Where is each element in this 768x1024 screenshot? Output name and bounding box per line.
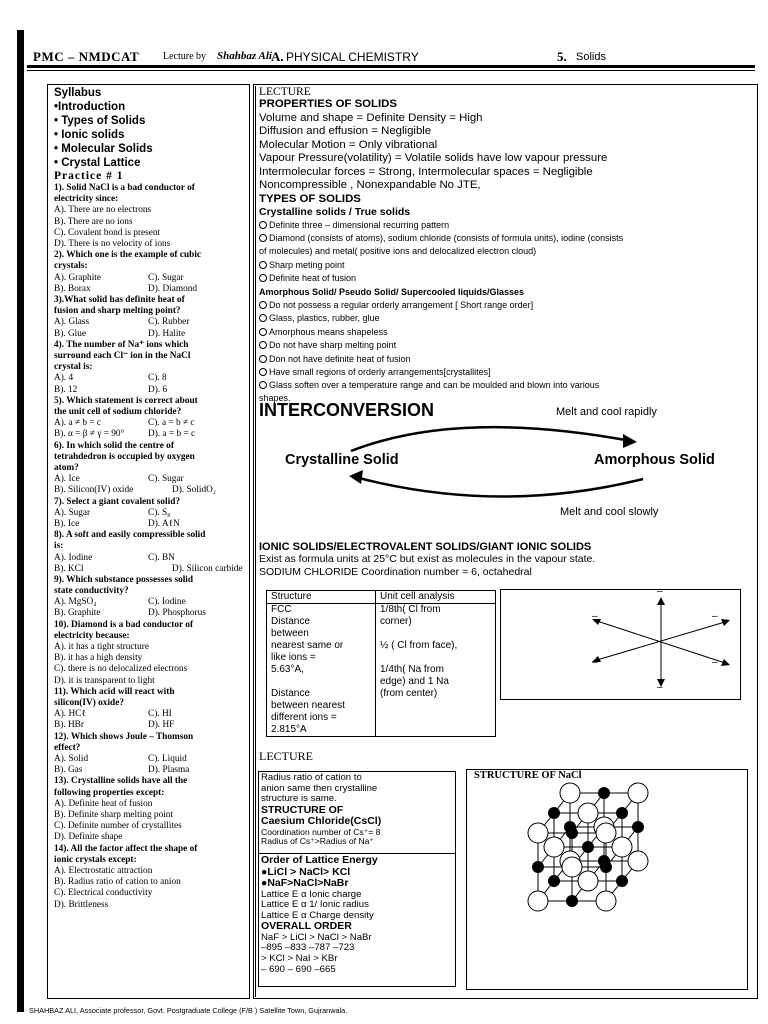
amorphous-point: Glass soften over a temperature range and can be moulded and blown into various <box>259 379 755 392</box>
question-option: C). Sugar <box>148 272 184 283</box>
question-option-row <box>54 765 246 776</box>
structure-line: Distance <box>271 616 310 627</box>
question-option: A). Ice <box>54 474 80 485</box>
chloride-ion <box>544 837 564 857</box>
question-option-row <box>54 485 246 496</box>
left-column <box>54 86 246 911</box>
question-text: fusion and sharp melting point? <box>54 306 181 317</box>
question-text: 2). Which one is the example of cubic <box>54 250 202 261</box>
question-option: C). 8 <box>148 373 167 384</box>
amorphous-point-cont: shapes. <box>259 392 291 403</box>
syllabus-item: • Molecular Solids <box>54 143 153 155</box>
box1-line: structure is same. <box>261 793 337 805</box>
amorphous-point: Do not possess a regular orderly arrangement [ Short range order] <box>259 299 755 312</box>
left-margin-bar <box>17 30 24 1012</box>
question-option: A). Sugar <box>54 507 91 518</box>
question-text: tetrahdedron is occupied by oxygen <box>54 451 195 462</box>
question-option-row <box>54 317 246 328</box>
gear-bullet-icon <box>259 301 267 309</box>
interconversion-title: INTERCONVERSION <box>259 400 435 420</box>
header-lecture-by: Lecture by <box>163 51 207 62</box>
gear-bullet-icon <box>259 368 267 376</box>
box2-bold-line: Order of Lattice Energy <box>261 854 378 866</box>
octahedral-diagram <box>500 589 741 700</box>
chloride-ion <box>596 823 616 843</box>
box1-small-line: Radius of Cs⁺>Radius of Na⁺ <box>261 836 374 847</box>
question-text: silicon(IV) oxide? <box>54 698 124 709</box>
question-option-row <box>54 329 246 340</box>
question-option: C). Covalent bond is present <box>54 227 161 238</box>
question-option-row <box>54 429 246 440</box>
question-text: 12). Which shows Joule – Thomson <box>54 731 194 742</box>
box2-bold-line: ●LiCl > NaCl> KCl <box>261 865 351 878</box>
gear-bullet-icon <box>259 341 267 349</box>
question-option-row <box>54 284 246 295</box>
box2-line: Lattice E α Charge density <box>261 909 374 921</box>
sodium-ion <box>533 862 544 873</box>
crystalline-point: Definite three – dimensional recurring pattern <box>259 219 755 232</box>
question-option: A). Iodine <box>54 552 93 563</box>
box2-bold-line: ●NaF>NaCl>NaBr <box>261 877 349 889</box>
question-text: 1). Solid NaCl is a bad conductor of <box>54 183 195 193</box>
sodium-ion <box>549 876 560 887</box>
question-text: effect? <box>54 742 81 753</box>
practice-title: Practice # 1 <box>54 170 124 182</box>
analysis-line: edge) and 1 Na <box>380 676 449 687</box>
arrow-up-icon <box>657 597 665 605</box>
question-option: D). Diamond <box>148 283 198 294</box>
types-title: TYPES OF SOLIDS <box>259 192 361 205</box>
question-option: B). Silicon(IV) oxide <box>54 485 134 496</box>
chloride-ion <box>612 837 632 857</box>
gear-bullet-icon <box>259 274 267 282</box>
question-option: B). 12 <box>54 384 78 395</box>
question-option: A). it has a tight structure <box>54 642 150 653</box>
question-option: D). Brittleness <box>54 899 109 910</box>
question-option: B). Borax <box>54 283 91 294</box>
gear-bullet-icon <box>259 328 267 336</box>
box1-line: anion same then crystalline <box>261 782 378 794</box>
property-line: Volume and shape = Definite Density = High <box>259 111 483 124</box>
crystalline-point-cont: of molecules) and metal( positive ions and delocalized electron cloud) <box>259 246 537 257</box>
question-text: 3).What solid has definite heat of <box>54 295 185 305</box>
sodium-ion <box>583 842 594 853</box>
amorphous-point: Amorphous means shapeless <box>259 326 755 339</box>
question-option: C). HI <box>148 709 172 720</box>
box1-bold-line: STRUCTURE OF <box>261 803 344 816</box>
crystalline-point: Definite heat of fusion <box>259 272 755 285</box>
sodium-ion <box>601 862 612 873</box>
question-option-row <box>54 553 246 564</box>
chloride-ion <box>596 891 616 911</box>
question-option: A). Solid <box>54 754 89 765</box>
chloride-ion <box>578 803 598 823</box>
chloride-ion <box>560 783 580 803</box>
amorphous-title: Amorphous Solid/ Pseudo Solid/ Supercooled liquids/Glasses <box>259 286 525 297</box>
box2-line: Lattice E α Ionic charge <box>261 888 362 900</box>
question-option: D). it is transparent to light <box>54 675 155 686</box>
question-option: C). Iodine <box>148 597 186 608</box>
ionic-title: IONIC SOLIDS/ELECTROVALENT SOLIDS/GIANT IONIC SOLIDS <box>259 541 592 553</box>
question-text: electricity since: <box>54 194 119 205</box>
question-option: A). Definite heat of fusion <box>54 798 153 809</box>
sodium-ion <box>617 876 628 887</box>
structure-line: like ions = <box>271 652 316 663</box>
arrow-head-right-icon <box>623 434 637 448</box>
sodium-ion <box>617 808 628 819</box>
question-option: B). Ice <box>54 518 80 529</box>
syllabus-title: Syllabus <box>54 87 102 99</box>
question-option: A). HCℓ <box>54 709 86 720</box>
question-option: C). there is no delocalized electrons <box>54 664 188 675</box>
analysis-cell <box>376 604 496 737</box>
question-option-row <box>54 597 246 608</box>
chloride-ion <box>578 871 598 891</box>
question-text: 11). Which acid will react with <box>54 686 175 697</box>
sodium-ion <box>599 788 610 799</box>
order-line: – 690 – 690 –665 <box>261 963 336 975</box>
analysis-line <box>380 652 491 664</box>
chloride-ion <box>528 823 548 843</box>
question-option: B). KCl <box>54 563 84 574</box>
question-option: C). Rubber <box>148 317 190 328</box>
octa-sign: – <box>592 611 598 622</box>
question-option-row <box>54 720 246 731</box>
octa-sign: – <box>712 657 718 668</box>
question-option: C). Sugar <box>148 474 184 485</box>
question-text: 6). In which solid the centre of <box>54 440 174 451</box>
property-line: Molecular Motion = Only vibrational <box>259 138 438 151</box>
top-arrow-curve <box>351 427 631 451</box>
table-header: Unit cell analysis <box>376 591 496 604</box>
nacl-lattice-diagram <box>466 769 748 990</box>
question-option: B). Gas <box>54 765 83 776</box>
question-option: B). There are no ions <box>54 216 133 227</box>
question-option: B). Definite sharp melting point <box>54 810 174 821</box>
property-line: Vapour Pressure(volatility) = Volatile solids have low vapour pressure <box>259 152 608 164</box>
syllabus-item: •Introduction <box>54 101 126 113</box>
lecture2-label: LECTURE <box>259 749 313 763</box>
gear-bullet-icon <box>259 234 267 242</box>
properties-title: PROPERTIES OF SOLIDS <box>259 98 397 110</box>
structure-line: different ions = <box>271 712 337 723</box>
amorphous-solid-label: Amorphous Solid <box>594 452 715 468</box>
octa-sign: – <box>592 657 598 668</box>
analysis-line: ½ ( Cl from face), <box>380 640 458 651</box>
question-option-row <box>54 519 246 530</box>
crystalline-solid-label: Crystalline Solid <box>285 452 399 468</box>
lecture-label: LECTURE <box>259 86 311 98</box>
question-text: 5). Which statement is correct about <box>54 395 198 406</box>
analysis-line: 1/8th( Cl from <box>380 604 441 615</box>
question-option-row <box>54 273 246 284</box>
question-option: B). Radius ratio of cation to anion <box>54 877 181 888</box>
question-option: B). Graphite <box>54 608 101 619</box>
box1-small-line: Coordination number of Cs⁺= 8 <box>261 826 381 837</box>
question-text: surround each Cl⁻ ion in the NaCl <box>54 350 191 361</box>
question-option: D). 6 <box>148 384 168 395</box>
radius-ratio-box <box>258 771 456 854</box>
question-option: C). a = b ≠ c <box>148 418 195 429</box>
question-text: state conductivity? <box>54 586 129 597</box>
property-line: Intermolecular forces = Strong, Intermolecular spaces = Negligible <box>259 165 593 178</box>
question-text: is: <box>54 541 64 552</box>
question-text: electricity because: <box>54 630 130 641</box>
question-option: D). AℓN <box>148 518 180 529</box>
question-option: A). Glass <box>54 317 90 328</box>
chloride-ion <box>528 891 548 911</box>
question-option-row <box>54 474 246 485</box>
question-option: C). S₈ <box>148 507 171 518</box>
question-option-row <box>54 508 246 519</box>
overall-order-title: OVERALL ORDER <box>261 920 352 933</box>
sodium-ion <box>567 896 578 907</box>
chloride-ion <box>628 851 648 871</box>
header-chapter: Solids <box>576 51 606 63</box>
question-text: 9). Which substance possesses solid <box>54 574 194 585</box>
question-option: D). a = b = c <box>148 429 196 440</box>
question-option: D). Phosphorus <box>148 608 206 619</box>
question-text: ionic crystals except: <box>54 854 137 865</box>
question-text: the unit cell of sodium chloride? <box>54 406 182 417</box>
question-option: D). HF <box>148 720 175 731</box>
question-option-row <box>54 385 246 396</box>
question-option: D). Plasma <box>148 765 190 776</box>
interconversion-bottom-label: Melt and cool slowly <box>560 506 659 518</box>
question-option: B). HBr <box>54 720 84 731</box>
chloride-ion <box>562 857 582 877</box>
structure-line <box>271 676 371 688</box>
question-text: 8). A soft and easily compressible solid <box>54 530 206 541</box>
question-option-row <box>54 754 246 765</box>
octa-sign: – <box>657 586 663 597</box>
sodium-ion <box>633 822 644 833</box>
question-option: D). Silicon carbide <box>172 563 243 574</box>
syllabus-item: • Crystal Lattice <box>54 157 141 169</box>
chloride-ion <box>628 783 648 803</box>
question-text: atom? <box>54 462 79 473</box>
interconversion-top-label: Melt and cool rapidly <box>556 406 657 418</box>
header-chapter-num: 5. <box>557 49 567 64</box>
amorphous-point: Don not have definite heat of fusion <box>259 353 755 366</box>
structure-cell <box>267 604 376 737</box>
structure-line: 5.63°A, <box>271 664 304 675</box>
structure-line: nearest same or <box>271 640 344 651</box>
question-option: B). it has a high density <box>54 653 143 664</box>
question-option-row <box>54 709 246 720</box>
syllabus-item: • Types of Solids <box>54 115 146 127</box>
unit-cell-table <box>266 590 496 737</box>
question-option: D). Definite shape <box>54 832 123 843</box>
question-option-row <box>54 608 246 619</box>
syllabus-item: • Ionic solids <box>54 129 125 141</box>
question-option: B). α = β ≠ γ = 90° <box>54 429 125 440</box>
header-rule-thin <box>27 70 755 71</box>
analysis-line <box>380 628 491 640</box>
octa-sign: – <box>657 682 663 693</box>
practice-questions <box>54 183 246 911</box>
right-column <box>259 86 755 404</box>
question-option: D). Halite <box>148 328 186 339</box>
property-line: Diffusion and effusion = Negligible <box>259 125 432 137</box>
question-option: C). Definite number of crystallites <box>54 821 182 832</box>
order-line: NaF > LiCl > NaCl > NaBr <box>261 931 372 943</box>
question-option: C). Liquid <box>148 754 187 765</box>
ionic-line1: Exist as formula units at 25°C but exist as molecules in the vapour state. <box>259 553 596 565</box>
question-option: B). Glue <box>54 328 87 339</box>
crystalline-title: Crystalline solids / True solids <box>259 205 411 218</box>
question-text: 10). Diamond is a bad conductor of <box>54 619 194 630</box>
question-option: C). Electrical conductivity <box>54 888 153 899</box>
question-option-row <box>54 418 246 429</box>
amorphous-point: Have small regions of orderly arrangements[crystallites] <box>259 366 755 379</box>
bottom-arrow-curve <box>355 477 643 497</box>
header-brand: PMC – NMDCAT <box>33 49 140 64</box>
table-header: Structure <box>267 591 376 604</box>
sodium-ion <box>549 808 560 819</box>
structure-line: between nearest <box>271 700 345 711</box>
question-text: 14). All the factor affect the shape of <box>54 843 198 854</box>
order-line: –895 –833 –787 –723 <box>261 942 355 954</box>
question-option-row <box>54 564 246 575</box>
crystalline-point: Diamond (consists of atoms), sodium chloride (consists of formula units), iodine (consists <box>259 232 755 245</box>
structure-line: Distance <box>271 688 310 699</box>
crystalline-point: Sharp meting point <box>259 259 755 272</box>
question-option: A). 4 <box>54 373 74 384</box>
lattice-energy-box <box>258 853 456 987</box>
box2-line: Lattice E α 1/ Ionic radius <box>261 899 369 911</box>
nacl-title: STRUCTURE OF NaCl <box>474 770 582 781</box>
amorphous-point: Glass, plastics, rubber, glue <box>259 312 755 325</box>
structure-line: 2.815°A <box>271 724 307 735</box>
question-text: 7). Select a giant covalent solid? <box>54 496 181 507</box>
arrow-head-left-icon <box>349 470 363 484</box>
header-letter: A. <box>271 49 284 64</box>
header-subject: PHYSICAL CHEMISTRY <box>286 50 419 64</box>
footer-credit: SHAHBAZ ALI, Associate professor, Govt. Postgraduate College (F/B ) Satellite Town, Gujranwala. <box>29 1006 348 1015</box>
structure-line: between <box>271 628 309 639</box>
box1-bold-line: Caesium Chloride(CsCl) <box>261 815 382 828</box>
gear-bullet-icon <box>259 381 267 389</box>
header-author: Shahbaz Ali <box>217 50 272 62</box>
header-rule <box>27 65 755 68</box>
question-option: A). a ≠ b = c <box>54 418 102 429</box>
structure-line: FCC <box>271 604 292 615</box>
property-line: Noncompressible , Nonexpandable No JTE, <box>259 179 481 191</box>
question-option: A). MgSO₄ <box>54 597 97 608</box>
amorphous-point: Do not have sharp melting point <box>259 339 755 352</box>
gear-bullet-icon <box>259 355 267 363</box>
gear-bullet-icon <box>259 261 267 269</box>
question-option: A). Electrostatic attraction <box>54 866 153 877</box>
question-text: 4). The number of Na⁺ ions which <box>54 339 189 350</box>
analysis-line: (from center) <box>380 688 438 699</box>
question-option: D). There is no velocity of ions <box>54 239 171 250</box>
question-text: 13). Crystalline solids have all the <box>54 776 188 787</box>
question-text: crystals: <box>54 261 88 272</box>
analysis-line: corner) <box>380 616 412 627</box>
question-text: crystal is: <box>54 362 93 373</box>
analysis-line: 1/4th( Na from <box>380 664 444 675</box>
octa-sign: – <box>712 611 718 622</box>
question-option-row <box>54 373 246 384</box>
ionic-line2: SODIUM CHLORIDE Coordination number = 6, octahedral <box>259 566 532 578</box>
question-option: D). SolidO₂ <box>172 485 217 496</box>
question-option: A). There are no electrons <box>54 205 152 216</box>
order-line: > KCl > NaI > KBr <box>261 952 338 964</box>
gear-bullet-icon <box>259 314 267 322</box>
question-option: C). BN <box>148 552 175 563</box>
question-option: A). Graphite <box>54 272 101 283</box>
gear-bullet-icon <box>259 221 267 229</box>
box1-line: Radius ratio of cation to <box>261 772 362 783</box>
sodium-ion <box>567 828 578 839</box>
question-text: following properties except: <box>54 787 165 798</box>
column-divider <box>255 86 256 997</box>
page-header <box>33 49 753 65</box>
